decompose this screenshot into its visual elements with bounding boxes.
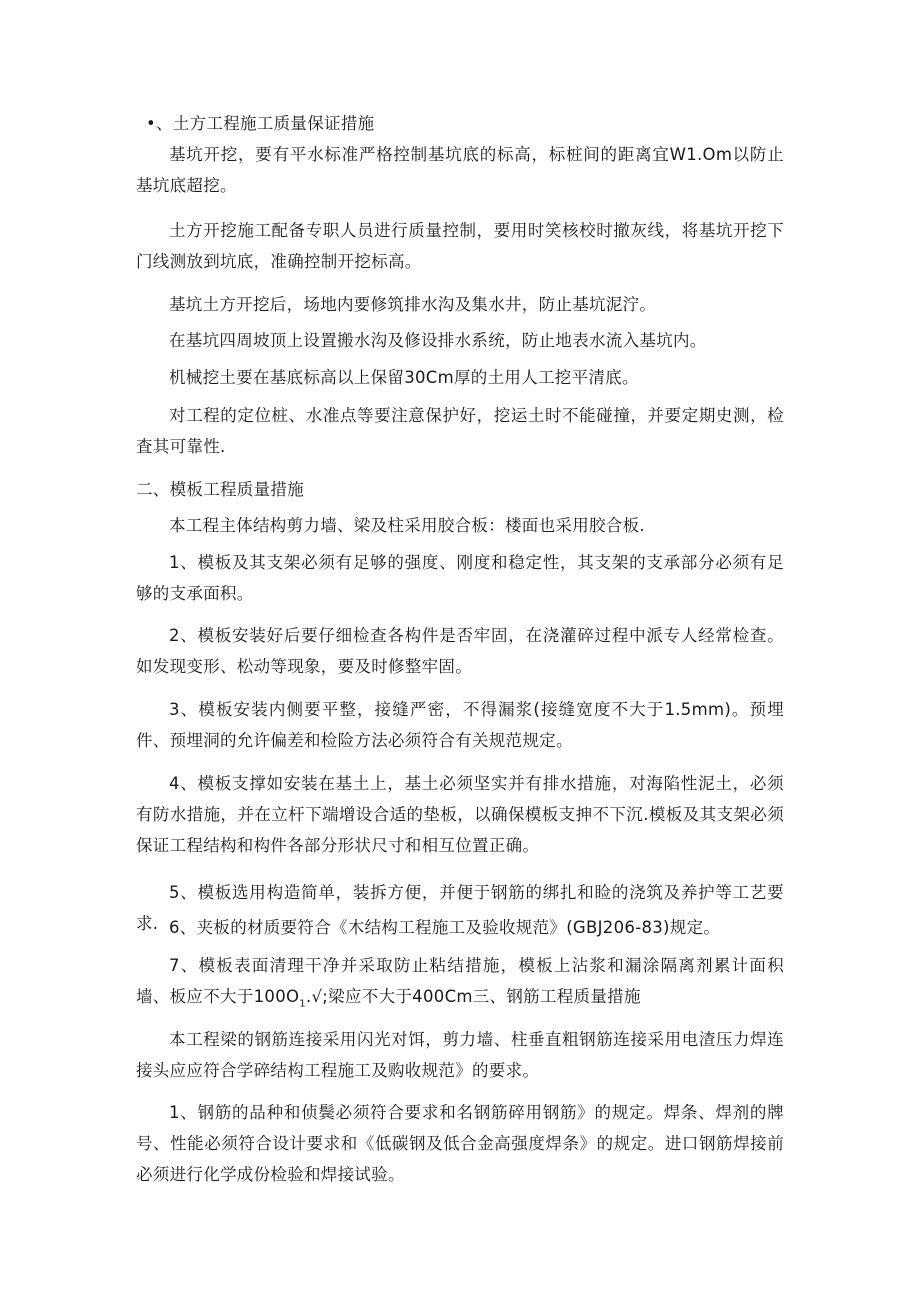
paragraph: 1、模板及其支架必须有足够的强度、刚度和稳定性，其支架的支承部分必须有足够的支承面积。: [136, 553, 784, 603]
paragraph: 3、模板安装内侧要平整，接缝严密，不得漏浆(接缝宽度不大于1.5mm)。预埋件、预埋洞的允许偏差和检险方法必须符合有关规范规定。: [136, 700, 784, 750]
paragraph: 6、夹板的材质要符合《木结构工程施工及验收规范》(GBJ206-83)规定。: [169, 918, 721, 937]
paragraph: 2、模板安装好后要仔细检查各构件是否牢固，在浇灌碎过程中派专人经常检查。如发现变形、松动等现象，要及时修整牢固。: [136, 626, 784, 676]
paragraph: 1、钢筋的品种和侦鬓必须符合要求和名钢筋碎用钢筋》的规定。焊条、焊剂的牌号、性能必须符合设计要求和《低碳钢及低合金高强度焊条》的规定。进口钢筋焊接前必须进行化学成份检验和焊接试验。: [136, 1103, 784, 1184]
paragraph: 对工程的定位桩、水准点等要注意保护好，挖运土时不能碰撞，并要定期史测，检査其可靠性.: [136, 406, 784, 456]
paragraph-with-section-heading-rebar: [136, 950, 784, 1012]
paragraph: 4、模板支撑如安装在基土上，基土必须坚实并有排水措施，对海陷性泥土，必须有防水措施，并在立杆下端增设合适的垫板，以确保模板支抻不下沉.模板及其支架必须保证工程结构和构件各部分形状尺寸和相互位置正确。: [136, 774, 784, 855]
paragraph: 机械挖土要在基底标高以上保留30Cm厚的土用人工挖平清底。: [169, 368, 639, 387]
paragraph-text: .√;梁应不大于400Cm三、钢筋工程质量措施: [305, 987, 641, 1006]
paragraph: 土方开挖施工配备专职人员进行质量控制，要用时笑核校时撤灰线，将基坑开挖下门线测放到坑底，准确控制开挖标高。: [136, 221, 784, 271]
section-heading-formwork: 二、模板工程质量措施: [136, 480, 304, 499]
paragraph: 基坑开挖，要有平水标准严格控制基坑底的标高，标桩间的距离宜W1.Om以防止基坑底超挖。: [136, 145, 784, 195]
paragraph: 基坑土方开挖后，场地内要修筑排水沟及集水井，防止基坑泥泞。: [169, 295, 657, 314]
paragraph: 5、模板选用构造简单，装拆方便，并便于钢筋的绑扎和睑的浇筑及养护等工艺要求.: [136, 883, 784, 933]
paragraph-text: 7、模板表面清理干净并采取防止粘结措施，模板上沾浆和漏涂隔离剂累计面积墙、板应不大于100O: [136, 956, 784, 1006]
paragraph: 本工程主体结构剪力墙、梁及柱采用胶合板：楼面也采用胶合板.: [169, 516, 645, 535]
subscript: 1: [299, 998, 306, 1010]
paragraph: 在基坑四周坡顶上设置搬水沟及修设排水系统，防止地表水流入基坑内。: [169, 331, 707, 350]
paragraph: 本工程梁的钢筋连接采用闪光对饵，剪力墙、柱垂直粗钢筋连接采用电渣压力焊连接头应应符合学碎结构工程施工及购收规范》的要求。: [136, 1030, 784, 1080]
section-heading-earthwork: •、土方工程施工质量保证措施: [146, 114, 375, 133]
